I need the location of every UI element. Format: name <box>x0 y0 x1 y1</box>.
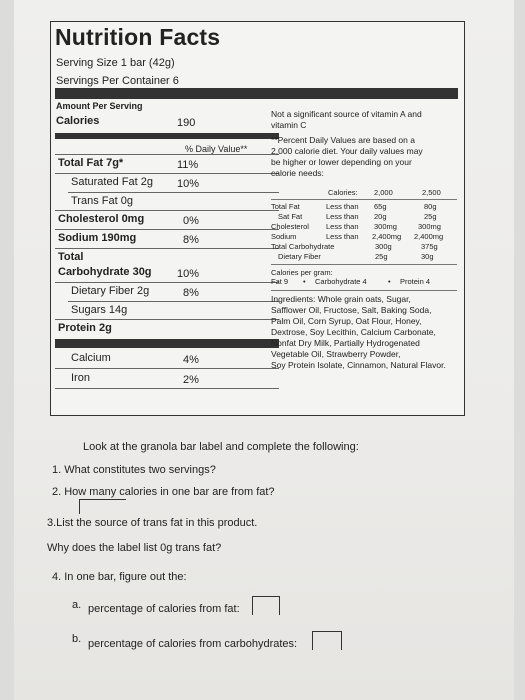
cal-per-gram-protein: Protein 4 <box>400 277 431 286</box>
protein-label: Protein 2g <box>58 322 112 334</box>
calories-value: 190 <box>177 117 196 129</box>
question-3b: Why does the label list 0g trans fat? <box>47 542 222 554</box>
iron-label: Iron <box>71 372 90 384</box>
cal-per-gram-carb: Carbohydrate 4 <box>315 277 367 286</box>
dv-note-line: calorie needs: <box>271 168 324 178</box>
ingredients-line: Vegetable Oil, Strawberry Powder, <box>271 349 401 359</box>
thick-divider-bottom <box>55 339 279 348</box>
sodium-dv: 8% <box>183 234 199 246</box>
question-4a: percentage of calories from fat: <box>88 603 240 615</box>
vitamin-note-2: vitamin C <box>271 120 307 130</box>
dv-table-header: Calories: <box>328 188 358 197</box>
dv-cell: 20g <box>374 212 387 221</box>
sugars-label: Sugars 14g <box>71 304 128 316</box>
dv-cell: 25g <box>424 212 437 221</box>
thick-divider-top <box>55 88 458 99</box>
dv-cell: 300g <box>375 242 392 251</box>
servings-per-container: Servings Per Container 6 <box>56 75 179 87</box>
dv-cell: Dietary Fiber <box>278 252 321 261</box>
calcium-label: Calcium <box>71 352 111 364</box>
vitamin-note-1: Not a significant source of vitamin A and <box>271 109 422 119</box>
dv-cell: 300mg <box>374 222 397 231</box>
question-4b-letter: b. <box>72 633 82 645</box>
dv-cell: 300mg <box>418 222 441 231</box>
amount-per-serving: Amount Per Serving <box>56 101 143 111</box>
bullet-icon: • <box>303 277 306 286</box>
cal-per-gram-fat: Fat 9 <box>271 277 289 286</box>
bullet-icon: • <box>388 277 391 286</box>
dv-cell: Less than <box>326 202 359 211</box>
dietary-fiber-label: Dietary Fiber 2g <box>71 285 150 297</box>
trans-fat-label: Trans Fat 0g <box>71 195 133 207</box>
dv-note-line: **Percent Daily Values are based on a <box>271 135 415 145</box>
total-fat-dv: 11% <box>177 159 199 171</box>
total-carb-label-1: Total <box>58 251 84 263</box>
dv-cell: Less than <box>326 232 359 241</box>
worksheet-intro: Look at the granola bar label and complete the following: <box>83 441 359 453</box>
dv-cell: Sat Fat <box>278 212 303 221</box>
saturated-fat-dv: 10% <box>177 178 200 190</box>
cholesterol-dv: 0% <box>183 215 199 227</box>
dv-cell: 80g <box>424 202 437 211</box>
ingredients-line: Safflower Oil, Fructose, Salt, Baking Soda, <box>271 305 432 315</box>
serving-size: Serving Size 1 bar (42g) <box>56 57 175 69</box>
dv-note-line: be higher or lower depending on your <box>271 157 412 167</box>
question-3: 3.List the source of trans fat in this product. <box>47 517 258 529</box>
medium-divider <box>55 133 279 139</box>
label-title: Nutrition Facts <box>55 24 221 50</box>
dietary-fiber-dv: 8% <box>183 287 199 299</box>
dv-cell: Cholesterol <box>271 222 309 231</box>
answer-box-q4b[interactable] <box>312 631 342 650</box>
dv-cell: 65g <box>374 202 387 211</box>
dv-cell: Sodium <box>271 232 297 241</box>
cal-per-gram-title: Calories per gram: <box>271 268 333 277</box>
dv-cell: Total Fat <box>271 202 300 211</box>
dv-cell: 30g <box>421 252 434 261</box>
dv-cell: Less than <box>326 212 359 221</box>
question-4b: percentage of calories from carbohydrates: <box>88 638 298 650</box>
answer-box-q2[interactable] <box>79 499 126 514</box>
cholesterol-label: Cholesterol 0mg <box>58 213 145 225</box>
question-4: 4. In one bar, figure out the: <box>52 571 187 583</box>
ingredients-line: Ingredients: Whole grain oats, Sugar, <box>271 294 411 304</box>
dv-cell: Total Carbohydrate <box>271 242 335 251</box>
total-carb-label-2: Carbohydrate 30g <box>58 266 152 278</box>
iron-dv: 2% <box>183 374 199 386</box>
total-carb-dv: 10% <box>177 268 200 280</box>
question-4a-letter: a. <box>72 599 82 611</box>
daily-value-header: % Daily Value** <box>185 144 248 154</box>
ingredients-line: Palm Oil, Corn Syrup, Oat Flour, Honey, <box>271 316 422 326</box>
ingredients-line: Soy Protein Isolate, Cinnamon, Natural Flavor. <box>271 360 446 370</box>
question-1: 1. What constitutes two servings? <box>52 464 216 476</box>
ingredients-line: Nonfat Dry Milk, Partially Hydrogenated <box>271 338 420 348</box>
dv-cell: 2,400mg <box>414 232 444 241</box>
ingredients-line: Dextrose, Soy Lecithin, Calcium Carbonate, <box>271 327 436 337</box>
saturated-fat-label: Saturated Fat 2g <box>71 176 153 188</box>
dv-cell: 25g <box>375 252 388 261</box>
question-2: 2. How many calories in one bar are from fat? <box>52 486 275 498</box>
dv-cell: Less than <box>326 222 359 231</box>
dv-table-header: 2,000 <box>374 188 393 197</box>
answer-box-q4a[interactable] <box>252 596 280 615</box>
calcium-dv: 4% <box>183 354 199 366</box>
sodium-label: Sodium 190mg <box>58 232 137 244</box>
calories-label: Calories <box>56 115 100 127</box>
total-fat-label: Total Fat 7g* <box>58 157 124 169</box>
dv-table-header: 2,500 <box>422 188 441 197</box>
dv-cell: 375g <box>421 242 438 251</box>
dv-note-line: 2,000 calorie diet. Your daily values may <box>271 146 423 156</box>
dv-cell: 2,400mg <box>372 232 402 241</box>
